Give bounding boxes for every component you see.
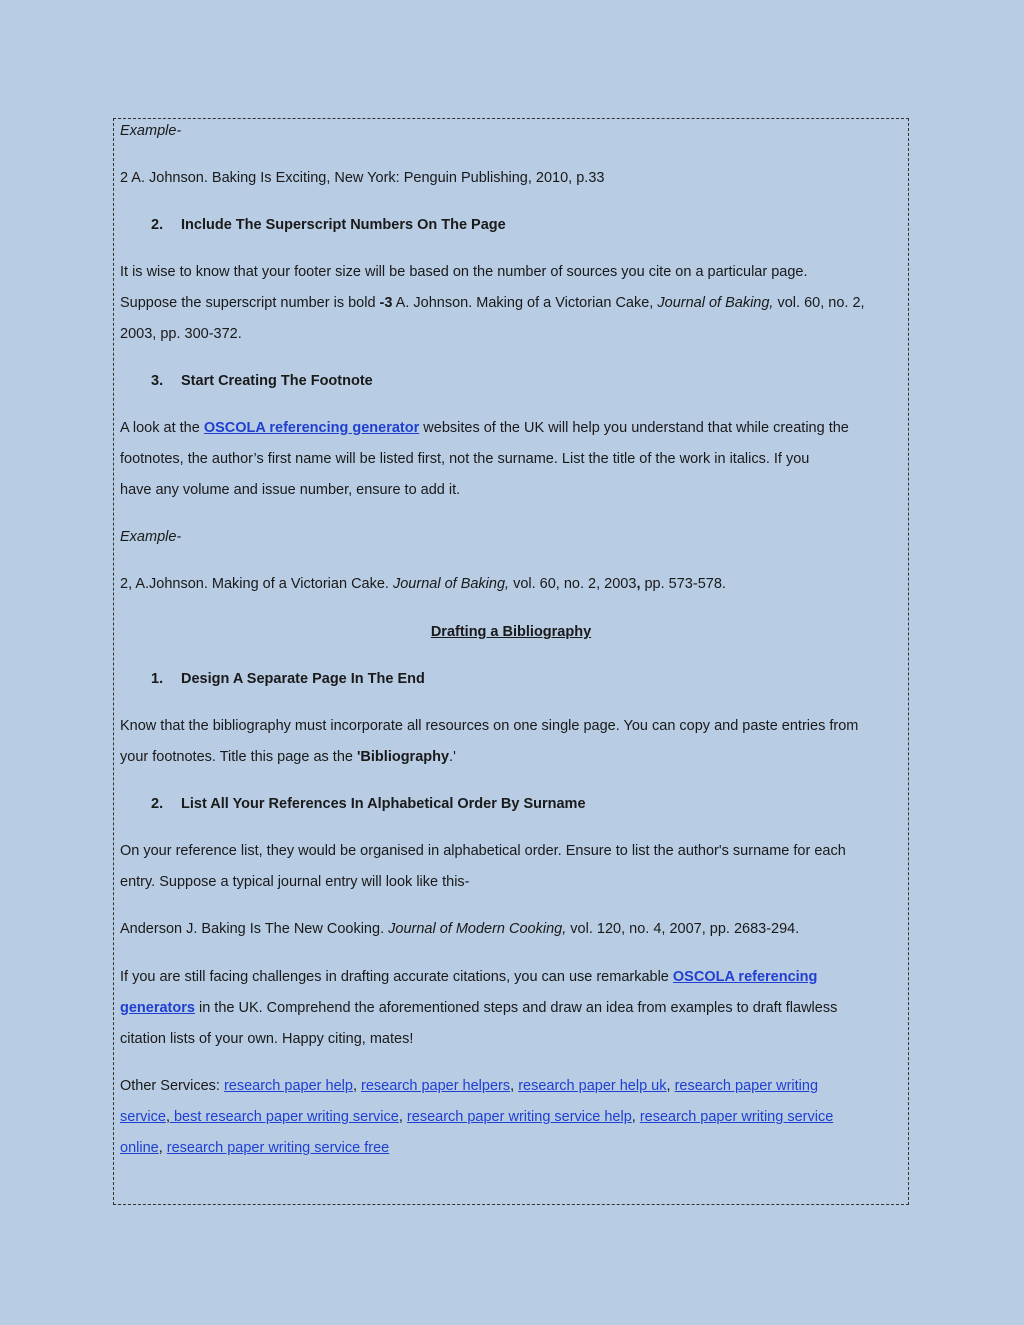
other-services-label: Other Services: [120,1078,224,1094]
service-link[interactable]: best research paper writing service [169,1109,399,1125]
heading-start-footnote: 3. Start Creating The Footnote [151,373,373,389]
service-link[interactable]: service [120,1109,166,1125]
paragraph-line: 2003, pp. 300-372. [120,326,242,342]
example-citation: 2 A. Johnson. Baking Is Exciting, New York: Penguin Publishing, 2010, p.33 [120,170,605,186]
heading-separate-page: 1. Design A Separate Page In The End [151,671,425,687]
paragraph-line: generators in the UK. Comprehend the aforementioned steps and draw an idea from examples to draft flawless [120,1000,838,1016]
service-link[interactable]: research paper writing service help [406,1109,632,1125]
oscola-generators-link[interactable]: OSCOLA referencing [672,969,818,985]
oscola-generator-link[interactable]: OSCOLA referencing generator [203,420,420,436]
oscola-generators-link-cont[interactable]: generators [120,1000,195,1016]
paragraph-line: Know that the bibliography must incorporate all resources on one single page. You can copy and paste entries from [120,718,859,734]
paragraph-line: It is wise to know that your footer size will be based on the number of sources you cite on a particular page. [120,264,808,280]
example-label: Example- [120,123,182,139]
service-link[interactable]: online [120,1140,159,1156]
paragraph-line: A look at the OSCOLA referencing generator websites of the UK will help you understand that while creating the [120,420,849,436]
paragraph-line: entry. Suppose a typical journal entry will look like this- [120,874,470,890]
example-citation: 2, A.Johnson. Making of a Victorian Cake. Journal of Baking, vol. 60, no. 2, 2003, pp. 573-578. [120,576,726,592]
service-link[interactable]: research paper writing service free [166,1140,390,1156]
reference-entry: Anderson J. Baking Is The New Cooking. Journal of Modern Cooking, vol. 120, no. 4, 2007, pp. 2683-294. [120,921,800,937]
bibliography-heading: Drafting a Bibliography [430,624,592,640]
paragraph-line: Suppose the superscript number is bold -3 A. Johnson. Making of a Victorian Cake, Journal of Baking, vol. 60, no. 2, [120,295,865,311]
other-services-line: online, research paper writing service free [120,1140,390,1156]
paragraph-line: If you are still facing challenges in drafting accurate citations, you can use remarkable OSCOLA referencing [120,969,818,985]
other-services-line: service, best research paper writing service, research paper writing service help, research paper writing service [120,1109,834,1125]
service-link[interactable]: research paper help [223,1078,353,1094]
paragraph-line: have any volume and issue number, ensure to add it. [120,482,461,498]
paragraph-line: On your reference list, they would be organised in alphabetical order. Ensure to list the author's surname for each [120,843,846,859]
other-services-line: Other Services: research paper help, research paper helpers, research paper help uk, research paper writing [120,1078,819,1094]
paragraph-line: your footnotes. Title this page as the 'Bibliography.' [120,749,456,765]
paragraph-line: citation lists of your own. Happy citing, mates! [120,1031,414,1047]
heading-alphabetical-order: 2. List All Your References In Alphabetical Order By Surname [151,796,586,812]
service-link[interactable]: research paper helpers [361,1078,511,1094]
paragraph-line: footnotes, the author’s first name will be listed first, not the surname. List the title of the work in italics. If you [120,451,810,467]
example-label: Example- [120,529,182,545]
service-link[interactable]: research paper writing service [639,1109,834,1125]
service-link[interactable]: research paper help uk [518,1078,667,1094]
service-link[interactable]: research paper writing [674,1078,819,1094]
heading-superscript-numbers: 2. Include The Superscript Numbers On The Page [151,217,506,233]
